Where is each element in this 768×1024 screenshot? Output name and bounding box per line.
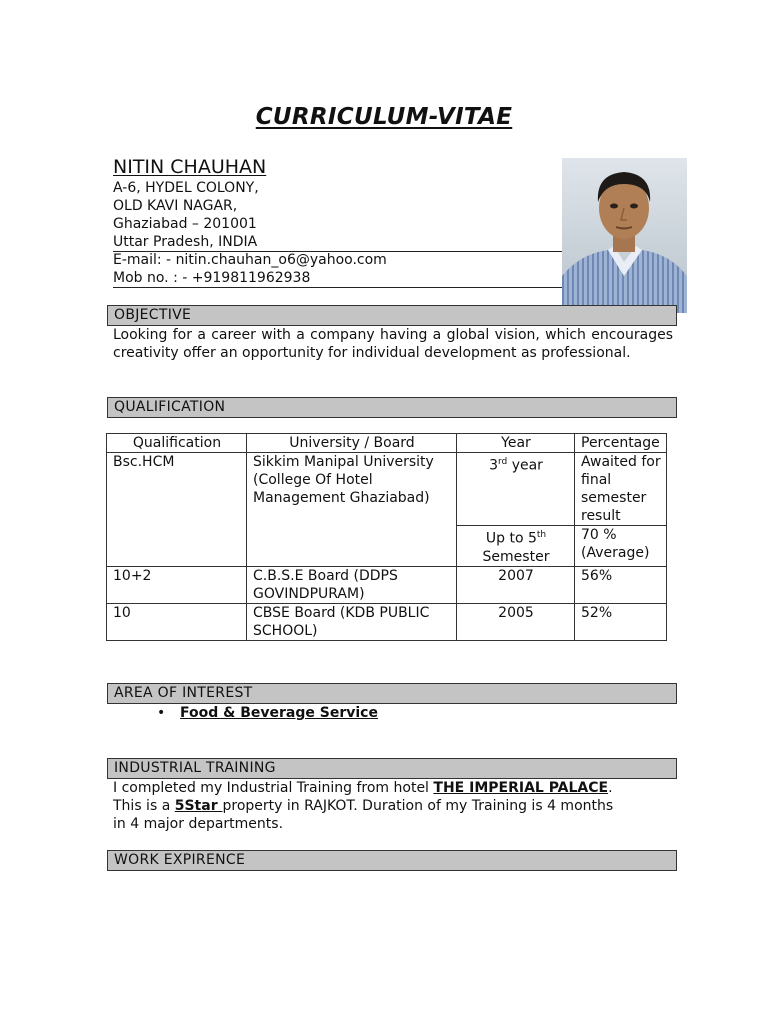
- header-percentage: Percentage: [575, 434, 667, 453]
- cell-qualification: 10: [107, 603, 247, 640]
- cell-percentage: 52%: [575, 603, 667, 640]
- email-line: E-mail: - nitin.chauhan_o6@yahoo.com: [113, 252, 387, 268]
- cell-year: Up to 5th Semester: [457, 526, 575, 567]
- section-heading-work-experience: WORK EXPIRENCE: [107, 850, 677, 871]
- cell-year: 2005: [457, 603, 575, 640]
- training-line-1: I completed my Industrial Training from hotel THE IMPERIAL PALACE.: [113, 780, 613, 796]
- table-row: [107, 566, 667, 603]
- cell-university: CBSE Board (KDB PUBLIC SCHOOL): [247, 603, 457, 640]
- cell-year: 2007: [457, 566, 575, 603]
- address-line-2: OLD KAVI NAGAR,: [113, 198, 238, 214]
- bullet-icon: •: [157, 705, 166, 721]
- section-heading-area-of-interest: AREA OF INTEREST: [107, 683, 677, 704]
- header-year: Year: [457, 434, 575, 453]
- contact-divider-bottom: [113, 287, 563, 288]
- cell-qualification: Bsc.HCM: [107, 453, 247, 567]
- training-line-3: in 4 major departments.: [113, 816, 284, 832]
- address-line-1: A-6, HYDEL COLONY,: [113, 180, 259, 196]
- objective-text: Looking for a career with a company having a global vision, which encourages creativity offer an opportunity for individual development as professional.: [113, 327, 673, 361]
- cell-percentage: 56%: [575, 566, 667, 603]
- training-line-2: This is a 5Star property in RAJKOT. Duration of my Training is 4 months: [113, 798, 614, 814]
- section-heading-industrial-training: INDUSTRIAL TRAINING: [107, 758, 677, 779]
- table-row: [107, 603, 667, 640]
- header-qualification: Qualification: [107, 434, 247, 453]
- mobile-line: Mob no. : - +919811962938: [113, 270, 311, 286]
- table-header-row: [107, 434, 667, 453]
- section-heading-objective: OBJECTIVE: [107, 305, 677, 326]
- interest-item: Food & Beverage Service: [180, 705, 378, 721]
- document-title: CURRICULUM-VITAE: [255, 104, 513, 130]
- cell-percentage: Awaited for final semester result: [575, 453, 667, 526]
- address-line-3: Ghaziabad – 201001: [113, 216, 257, 232]
- section-heading-qualification: QUALIFICATION: [107, 397, 677, 418]
- address-line-4: Uttar Pradesh, INDIA: [113, 234, 258, 250]
- cell-qualification: 10+2: [107, 566, 247, 603]
- cell-year: 3rd year: [457, 453, 575, 526]
- cell-university: Sikkim Manipal University (College Of Hotel Management Ghaziabad): [247, 453, 457, 567]
- cell-university: C.B.S.E Board (DDPS GOVINDPURAM): [247, 566, 457, 603]
- profile-photo: [562, 158, 687, 313]
- list-item: [157, 704, 378, 722]
- candidate-name: NITIN CHAUHAN: [113, 156, 267, 178]
- training-text: [113, 779, 673, 833]
- table-row: [107, 453, 667, 526]
- cell-percentage: 70 % (Average): [575, 526, 667, 567]
- profile-photo-image: [562, 158, 687, 313]
- header-university: University / Board: [247, 434, 457, 453]
- qualification-table: [106, 433, 667, 641]
